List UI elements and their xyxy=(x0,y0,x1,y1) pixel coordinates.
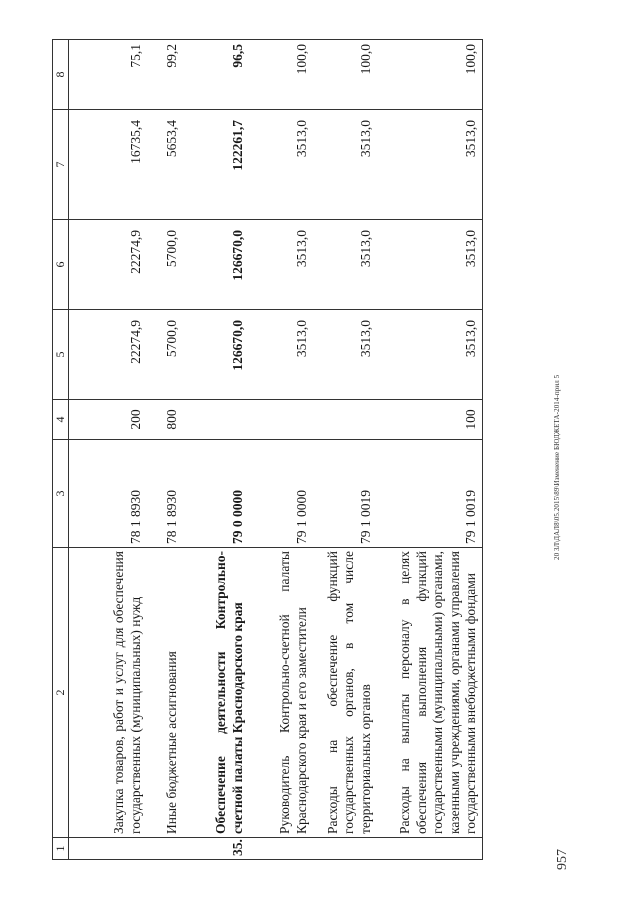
row-value-6: 126670,0 xyxy=(182,219,248,309)
row-value-7: 3513,0 xyxy=(376,109,482,219)
row-value-7: 3513,0 xyxy=(248,109,312,219)
row-value-7: 122261,7 xyxy=(182,109,248,219)
row-kvr xyxy=(182,399,248,439)
row-value-5: 3513,0 xyxy=(376,309,482,399)
table-row xyxy=(312,39,376,859)
row-value-7: 16735,4 xyxy=(68,109,146,219)
table-body xyxy=(68,39,482,859)
row-name: Закупка товаров, работ и услуг для обеспечения государственных (муниципальных) нужд xyxy=(68,548,146,838)
row-number xyxy=(146,838,182,860)
row-value-5: 126670,0 xyxy=(182,309,248,399)
row-kvr xyxy=(312,399,376,439)
row-value-8: 99,2 xyxy=(146,39,182,109)
budget-table xyxy=(52,39,483,860)
table-row xyxy=(146,39,182,859)
row-value-8: 100,0 xyxy=(376,39,482,109)
row-code: 79 0 0000 xyxy=(182,439,248,547)
row-name: Иные бюджетные ассигнования xyxy=(146,548,182,838)
row-value-5: 22274,9 xyxy=(68,309,146,399)
table-row xyxy=(182,39,248,859)
row-kvr: 100 xyxy=(376,399,482,439)
table-row xyxy=(248,39,312,859)
row-name: Обеспечение деятельности Контрольно-счетной палаты Краснодарского края xyxy=(182,548,248,838)
header-cell: 3 xyxy=(53,439,69,547)
header-cell: 1 xyxy=(53,838,69,860)
row-value-6: 3513,0 xyxy=(376,219,482,309)
row-code: 79 1 0000 xyxy=(248,439,312,547)
row-value-6: 3513,0 xyxy=(312,219,376,309)
row-number xyxy=(68,838,146,860)
row-code: 78 1 8930 xyxy=(68,439,146,547)
header-cell: 4 xyxy=(53,399,69,439)
row-name: Расходы на выплаты персоналу в целях обеспечения выполнения функций государственными (муниципальными) органами, казенными учреждениями, органами управления государственными внебюджетными фондами xyxy=(376,548,482,838)
table-header-row xyxy=(53,39,69,859)
row-value-8: 100,0 xyxy=(312,39,376,109)
row-number xyxy=(312,838,376,860)
row-name: Руководитель Контрольно-счетной палаты Краснодарского края и его заместители xyxy=(248,548,312,838)
row-number: 35. xyxy=(182,838,248,860)
row-value-6: 3513,0 xyxy=(248,219,312,309)
header-cell: 2 xyxy=(53,548,69,838)
row-value-8: 100,0 xyxy=(248,39,312,109)
row-kvr: 200 xyxy=(68,399,146,439)
row-value-5: 3513,0 xyxy=(248,309,312,399)
row-value-7: 3513,0 xyxy=(312,109,376,219)
table-row xyxy=(68,39,146,859)
row-number xyxy=(376,838,482,860)
header-cell: 8 xyxy=(53,39,69,109)
row-value-8: 75,1 xyxy=(68,39,146,109)
row-code: 78 1 8930 xyxy=(146,439,182,547)
row-kvr: 800 xyxy=(146,399,182,439)
page-number: 957 xyxy=(555,849,570,870)
document-footer-id: 20 ЗЛ\ДАЛ8\05.2015\89\Изменение БЮДЖЕТА-2014-прил 5 xyxy=(553,374,561,560)
table-row xyxy=(376,39,482,859)
row-value-6: 5700,0 xyxy=(146,219,182,309)
header-cell: 5 xyxy=(53,309,69,399)
header-cell: 7 xyxy=(53,109,69,219)
row-value-5: 3513,0 xyxy=(312,309,376,399)
row-value-6: 22274,9 xyxy=(68,219,146,309)
row-kvr xyxy=(248,399,312,439)
rotated-table-container xyxy=(52,40,527,860)
row-number xyxy=(248,838,312,860)
header-cell: 6 xyxy=(53,219,69,309)
row-name: Расходы на обеспечение функций государственных органов, в том числе территориальных органов xyxy=(312,548,376,838)
row-value-8: 96,5 xyxy=(182,39,248,109)
row-code: 79 1 0019 xyxy=(312,439,376,547)
row-value-7: 5653,4 xyxy=(146,109,182,219)
row-code: 79 1 0019 xyxy=(376,439,482,547)
row-value-5: 5700,0 xyxy=(146,309,182,399)
